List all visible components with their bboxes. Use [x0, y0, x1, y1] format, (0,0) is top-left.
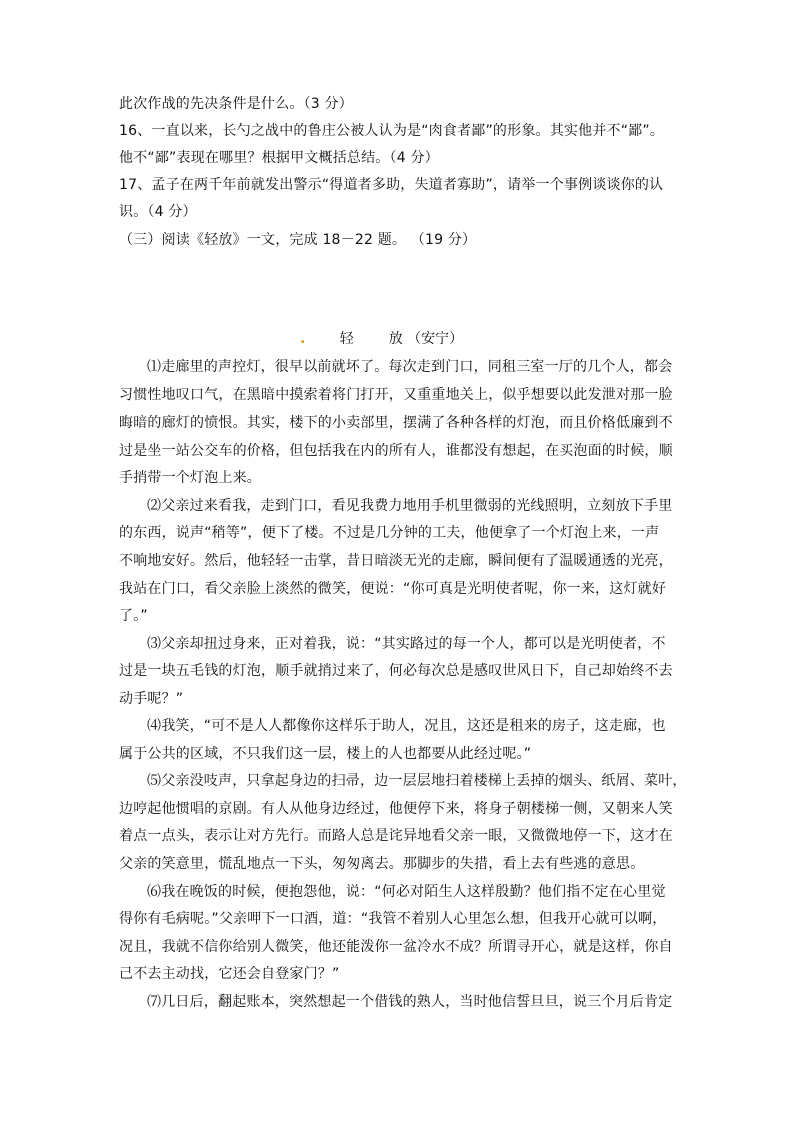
paragraph-2-line-5: 了。”: [119, 608, 148, 624]
article-author: （安宁）: [407, 331, 464, 347]
paragraph-3-line-2: 过是一块五毛钱的灯泡，顺手就捎过来了，何必每次总是感叹世风日下，自己却始终不去: [119, 663, 673, 679]
paragraph-7-line-1: ⑺几日后，翻起账本，突然想起一个借钱的熟人，当时他信誓旦旦，说三个月后肯定: [147, 994, 673, 1010]
paragraph-2-line-1: ⑵父亲过来看我，走到门口，看见我费力地用手机里微弱的光线照明，立刻放下手里: [147, 498, 673, 514]
question-16-line-1: 16、一直以来，长勺之战中的鲁庄公被人认为是“肉食者鄙”的形象。其实他并不“鄙”。: [119, 123, 665, 139]
paragraph-1-line-1: ⑴走廊里的声控灯，很早以前就坏了。每次走到门口，同租三室一厅的几个人，都会: [147, 359, 673, 375]
paragraph-1-line-3: 晦暗的廊灯的愤恨。其实，楼下的小卖部里，摆满了各种各样的灯泡，而且价格低廉到不: [119, 415, 673, 431]
paragraph-6-line-3: 况且，我就不信你给别人微笑，他还能泼你一盆冷水不成？所谓寻开心，就是这样，你自: [119, 939, 673, 955]
paragraph-1-line-5: 手捎带一个灯泡上来。: [119, 470, 261, 486]
question-17-line-2: 识。（4 分）: [119, 204, 197, 220]
section-3-heading: （三）阅读《轻放》一文，完成 18－22 题。 （19 分）: [119, 232, 477, 248]
question-17-line-1: 17、孟子在两千年前就发出警示“得道者多助，失道者寡助”，请举一个事例谈谈你的认: [119, 177, 664, 193]
paragraph-3-line-3: 动手呢？”: [119, 691, 184, 707]
article-title: [300, 330, 463, 348]
article-title-char-1: 轻: [339, 331, 354, 347]
paragraph-2-line-4: 我站在门口，看父亲脸上淡然的微笑，便说：“你可真是光明使者呢，你一来，这灯就好: [119, 581, 667, 597]
paragraph-5-line-2: 边哼起他惯唱的京剧。有人从他身边经过，他便停下来，将身子朝楼梯一侧，又朝来人笑: [119, 801, 673, 817]
paragraph-6-line-4: 己不去主动找，它还会自登家门？”: [119, 966, 340, 982]
question-16-line-2: 他不“鄙”表现在哪里？根据甲文概括总结。（4 分）: [119, 150, 439, 166]
paragraph-6-line-1: ⑹我在晚饭的时候，便抱怨他，说：“何必对陌生人这样殷勤？他们指不定在心里觉: [147, 884, 666, 900]
paragraph-6-line-2: 得你有毛病呢。”父亲呷下一口酒，道：“我管不着别人心里怎么想，但我开心就可以啊，: [119, 911, 667, 927]
paragraph-2-line-3: 不响地安好。然后，他轻轻一击掌，昔日暗淡无光的走廊，瞬间便有了温暖通透的光亮，: [119, 553, 673, 569]
paragraph-5-line-1: ⑸父亲没吱声，只拿起身边的扫帚，边一层层地扫着楼梯上丢掉的烟头、纸屑、菜叶，: [147, 773, 687, 789]
paragraph-2-line-2: 的东西，说声“稍等”，便下了楼。不过是几分钟的工夫，他便拿了一个灯泡上来，一声: [119, 525, 660, 541]
paragraph-1-line-2: 习惯性地叹口气，在黑暗中摸索着将门打开，又重重地关上，似乎想要以此发泄对那一脸: [119, 387, 673, 403]
question-15-tail: 此次作战的先决条件是什么。（3 分）: [119, 96, 353, 112]
bullet-dot-icon: .: [300, 331, 306, 347]
paragraph-5-line-4: 父亲的笑意里，慌乱地点一下头，匆匆离去。那脚步的失措，看上去有些逃的意思。: [119, 856, 645, 872]
paragraph-4-line-1: ⑷我笑，“可不是人人都像你这样乐于助人，况且，这还是租来的房子，这走廊，也: [147, 718, 666, 734]
paragraph-1-line-4: 过是坐一站公交车的价格，但包括我在内的所有人，谁都没有想起，在买泡面的时候，顺: [119, 443, 673, 459]
paragraph-3-line-1: ⑶父亲却扭过身来，正对着我，说：“其实路过的每一个人，都可以是光明使者，不: [147, 636, 666, 652]
paragraph-4-line-2: 属于公共的区域，不只我们这一层，楼上的人也都要从此经过呢。”: [119, 746, 532, 762]
paragraph-5-line-3: 着点一点头，表示让对方先行。而路人总是诧异地看父亲一眼，又微微地停一下，这才在: [119, 828, 673, 844]
article-title-char-2: 放: [388, 331, 403, 347]
